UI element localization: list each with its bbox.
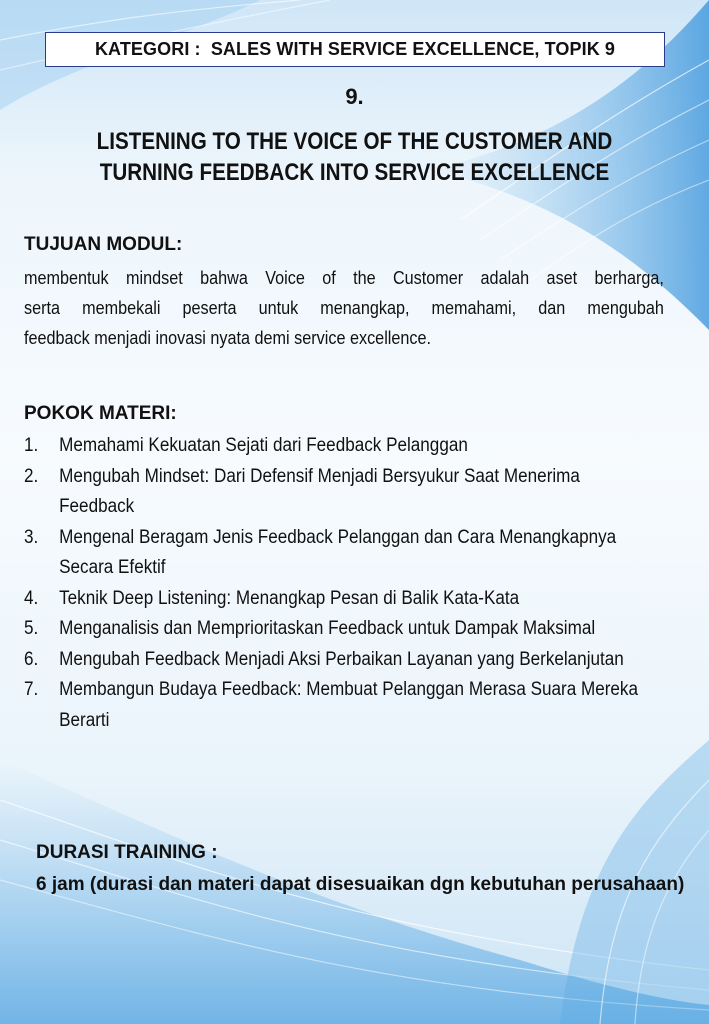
list-item-text: Mengubah Feedback Menjadi Aksi Perbaikan Layanan yang Berkelanjutan	[59, 648, 624, 670]
list-item	[24, 614, 645, 645]
list-item-number: 5.	[24, 618, 39, 639]
list-item-text: Menganalisis dan Memprioritaskan Feedback untuk Dampak Maksimal	[59, 618, 596, 639]
list-item-number: 3.	[24, 526, 39, 548]
list-item	[24, 645, 645, 676]
list-item-text: Memahami Kekuatan Sejati dari Feedback Pelanggan	[59, 435, 468, 456]
list-item-number: 7.	[24, 679, 39, 700]
tujuan-heading: TUJUAN MODUL:	[24, 234, 183, 255]
list-item	[24, 584, 645, 615]
tujuan-line-2: serta membekali peserta untuk menangkap, memahami, dan mengubah	[24, 298, 664, 318]
list-item-number: 6.	[24, 648, 39, 670]
list-item-number: 1.	[24, 435, 39, 456]
list-item	[24, 431, 645, 462]
page-title	[84, 126, 625, 188]
tujuan-line-3: feedback menjadi inovasi nyata demi service excellence.	[24, 328, 432, 348]
durasi-text: 6 jam (durasi dan materi dapat disesuaikan dgn kebutuhan perusahaan)	[36, 874, 685, 895]
category-banner	[45, 32, 665, 67]
materi-list	[24, 431, 645, 736]
list-item-text: Membangun Budaya Feedback: Membuat Pelanggan Merasa Suara Mereka Berarti	[59, 679, 638, 731]
pokok-heading: POKOK MATERI:	[24, 403, 177, 424]
list-item	[24, 523, 645, 584]
title-line-2: TURNING FEEDBACK INTO SERVICE EXCELLENCE	[99, 159, 610, 186]
topic-number: 9.	[345, 84, 364, 109]
tujuan-line-1: membentuk mindset bahwa Voice of the Customer adalah aset berharga,	[24, 268, 664, 288]
list-item-number: 4.	[24, 587, 39, 609]
list-item-text: Mengenal Beragam Jenis Feedback Pelanggan dan Cara Menangkapnya Secara Efektif	[59, 526, 617, 578]
category-label: KATEGORI : SALES WITH SERVICE EXCELLENCE, TOPIK 9	[94, 39, 616, 59]
list-item	[24, 462, 645, 523]
durasi-heading: DURASI TRAINING :	[36, 842, 218, 863]
title-line-1: LISTENING TO THE VOICE OF THE CUSTOMER AND	[96, 128, 613, 155]
tujuan-text	[24, 263, 664, 353]
list-item-number: 2.	[24, 465, 39, 487]
list-item-text: Mengubah Mindset: Dari Defensif Menjadi Bersyukur Saat Menerima Feedback	[59, 465, 580, 517]
list-item	[24, 675, 645, 736]
list-item-text: Teknik Deep Listening: Menangkap Pesan di Balik Kata-Kata	[59, 587, 520, 609]
